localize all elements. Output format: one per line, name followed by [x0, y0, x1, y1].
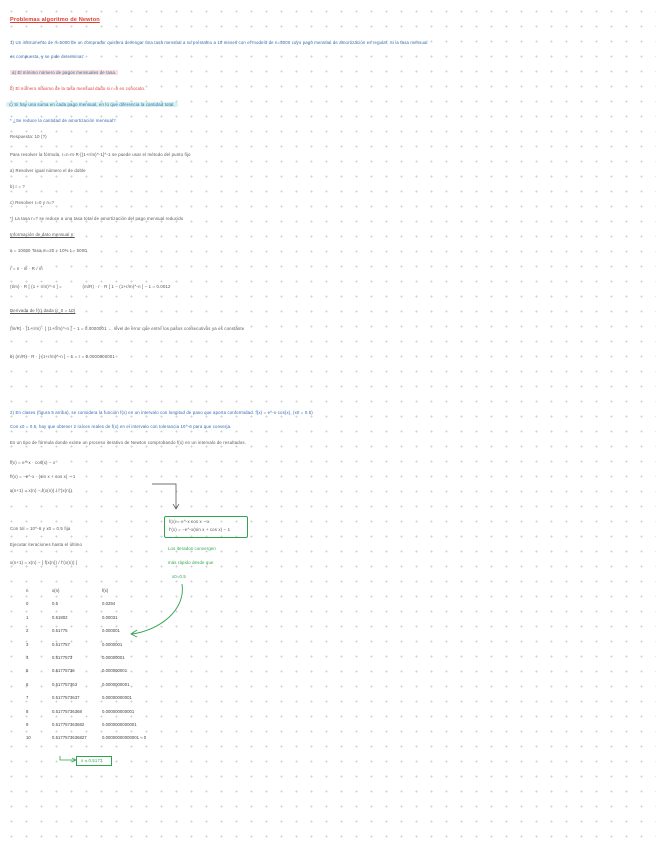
table-cell: 0.5177573636827 [52, 735, 87, 741]
page-title: Problemas algoritmo de Newton [10, 17, 100, 23]
table-cell: 0.51802 [52, 614, 68, 620]
p1-item-d: * ¿Se reduce la cantidad de amortización mensual? [10, 118, 116, 123]
table-cell: 0.000001 [102, 628, 120, 634]
table-row [26, 638, 152, 651]
table-row [26, 611, 152, 624]
p1-eq4: b) (m/R) · R · [ (1+r/m)^-n ] − 1 = r = 0.0000000001 [10, 354, 115, 359]
iteration-table [26, 584, 152, 745]
p1-data-label: Información de dato mensual n: [10, 232, 75, 237]
table-row [26, 705, 152, 718]
final-answer-box [76, 756, 112, 766]
table-cell: 0.517757 [52, 641, 70, 647]
p1-item-a [10, 70, 118, 76]
table-cell: 7 [26, 695, 29, 701]
note-line3: x0=0.5 [172, 574, 186, 579]
table-row [26, 731, 152, 744]
p2-eq-f: f(x) = e^-x · cos(x) − x [10, 460, 56, 465]
table-cell: 0.00000001 [102, 655, 125, 661]
p1-eq2 [10, 284, 171, 290]
p1-formula-intro: Para resolver la fórmula, r=n·m·R·[(1+r/m)^-1]^-1 se puede usar el método del punto fijo [10, 152, 191, 157]
table-cell: 0.000000000001 [102, 708, 135, 714]
table-cell: 1 [26, 614, 29, 620]
table-row [26, 718, 152, 731]
p1-sub-a: a) Resolver igual número el de doble [10, 168, 86, 173]
table-cell: 0.5 [52, 601, 58, 607]
formula-box-line1: f(x) = e^-x cos x − x [169, 519, 210, 524]
final-answer: x ≈ 0.5177 [81, 758, 103, 763]
p1-sub-c: c) Resolver r=0 y n=? [10, 200, 55, 205]
table-cell: 0.000000001 [102, 668, 128, 674]
table-row [26, 597, 152, 610]
p2-iteration-formula: x(n+1) = x(n) − [ f(x(n)) / f'(x(n)) ] [10, 560, 78, 565]
final-arrow [60, 754, 80, 764]
p2-eq-df: f'(x) = −e^-x · (sin x + cos x) − 1 [10, 474, 76, 479]
p1-data-values: n = 10000 Tasa m=20 ÷ 10% t = 5000 [10, 248, 87, 253]
table-header-cell: x(n) [52, 588, 60, 593]
table-cell: 0.0294 [102, 601, 116, 607]
table-cell: 0.5177573637 [52, 695, 80, 701]
p1-item-b: b) El número máximo de la tasa mensual dado si r=6 es conocido. [10, 86, 146, 91]
table-cell: 8 [26, 708, 29, 714]
table-cell: 4 [26, 655, 29, 661]
table-header-cell: f(x) [102, 588, 109, 593]
table-cell: 0.51775736 [52, 668, 75, 674]
table-cell: 0.51775736368 [52, 708, 82, 714]
p2-condition: Con tol = 10^-6 y x0 = 0.5 fija [10, 526, 71, 531]
p1-sub-b: b) r = ? [10, 184, 25, 189]
p1-eq1: r = n · m · R / m [10, 266, 43, 271]
bracket-connector [150, 462, 190, 512]
table-cell: 10 [26, 735, 31, 741]
p2-iteration-label: Ejecutar iteraciones hasta el último [10, 542, 83, 547]
table-cell: 0.517757363 [52, 681, 78, 687]
table-cell: 0.0000000001 [102, 681, 130, 687]
table-cell: 0.00000000001 [102, 695, 132, 701]
p1-eq3: (m/R) · (1+r/m) · [ (1+r/m)^-n ] − 1 = 0.0000001 ← nivel de error que entre los pasos consecutivos ya es constante [10, 326, 245, 331]
table-header-cell: n [26, 588, 29, 593]
table-cell: 3 [26, 641, 29, 647]
table-cell: 0.51775 [52, 628, 68, 634]
p2-line3: Es un tipo de fórmula donde existe un proceso iterativo de Newton comprobando f(x) en un intervalo de resultados. [10, 440, 246, 445]
p1-sub-d: *) La tasa r=? se reduce a una tasa total de amortización del pago mensual reducido [10, 216, 184, 221]
table-cell: 5 [26, 668, 29, 674]
formula-box-line2: f'(x) = −e^-x(sin x + cos x) − 1 [169, 527, 231, 532]
p1-response-label: Respuesta: 10 (?) [10, 134, 47, 139]
table-cell: 0.00000000000001 ≈ 0 [102, 735, 147, 741]
table-cell: 0.00031 [102, 614, 118, 620]
table-cell: 0.517757363682 [52, 722, 85, 728]
table-row [26, 664, 152, 677]
p1-eq2-right: (m/R) · r · R [ 1 − (1+r/m)^-n ] − 1 = 0.0012 [82, 284, 171, 289]
table-cell: 6 [26, 681, 29, 687]
table-cell: 0.0000000000001 [102, 722, 137, 728]
note-line2: más rápido desde que [168, 560, 214, 565]
table-row [26, 624, 152, 637]
table-cell: 2 [26, 628, 29, 634]
table-cell: 0.5177573 [52, 655, 73, 661]
p2-eq-newton: x(n+1) = x(n) − f(x(n)) / f'(x(n)) [10, 488, 72, 493]
table-row [26, 651, 152, 664]
table-cell: 0 [26, 601, 29, 607]
table-header-row [26, 584, 152, 597]
table-row [26, 678, 152, 691]
p1-derivative-label: Derivada de f(r) dada (r_0 = 10) [10, 308, 76, 313]
table-cell: 9 [26, 722, 29, 728]
p1-item-c-text: c) Si hay una suma en cada pago mensual, en lo que diferencia la cantidad total. [6, 102, 178, 107]
table-row [26, 691, 152, 704]
p1-item-a-text: a) El mínimo número de pagos mensuales de tasa. [12, 70, 117, 75]
p1-statement-line2: es compuesta, y se pide determinar: [10, 54, 85, 59]
p2-statement: 2) En clases (figura 5 arriba), se considera la función f(x) en un intervalo con longitud de paso que aporta conformidad. f(x) = e^-x·cos(x), (x0 = 0.5) [10, 410, 313, 415]
p2-line2: Con x0 = 0.5, hay que obtener 2 raíces reales de f(x) en el intervalo con tolerancia 10^-6 para que converja. [10, 424, 232, 429]
p1-statement-line1: 1) Un instrumento de n=5000 de un comprador quisiera devengar una tasa mensual a su préstamo a 10 meses con el modelo de n=5000 cuyo pago mensual de amortización es regular. Si la tasa mensual [10, 40, 428, 45]
p1-item-c [6, 102, 178, 108]
formula-box [164, 516, 248, 538]
note-line1: Los iterados convergen [168, 546, 216, 551]
table-cell: 0.0000001 [102, 641, 123, 647]
p1-eq2-left: (t/m) · R [ (1 + r/m)^-n ] = [10, 284, 62, 289]
